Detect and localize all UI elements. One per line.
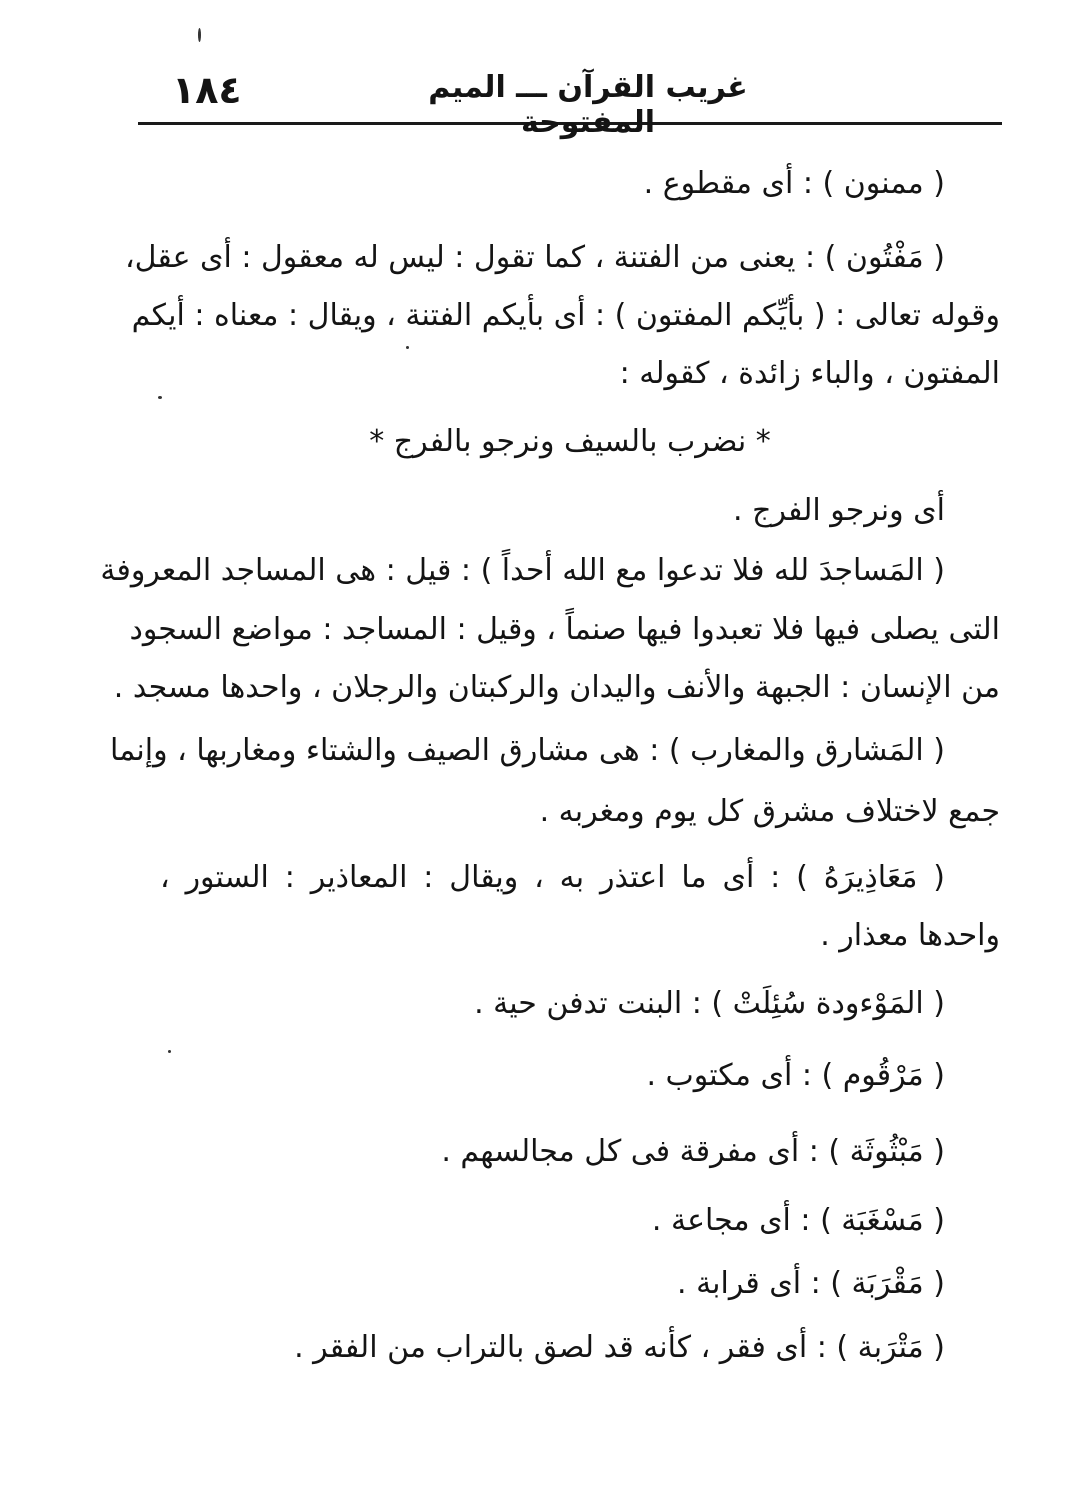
verse-line: * نضرب بالسيف ونرجو بالفرج * xyxy=(369,424,771,459)
text-line: ( مَقْرَبَة ) : أى قرابة . xyxy=(677,1266,945,1301)
text-line: المفتون ، والباء زائدة ، كقوله : xyxy=(619,356,1000,391)
text-line: ( مَتْرَبة ) : أى فقر ، كأنه قد لصق بالتراب من الفقر . xyxy=(294,1330,945,1365)
scan-speck xyxy=(198,28,201,42)
scan-speck xyxy=(406,346,409,349)
text-line: ( ممنون ) : أى مقطوع . xyxy=(643,166,945,201)
text-line: ( المَساجدَ لله فلا تدعوا مع الله أحداً ) : قيل : هى المساجد المعروفة xyxy=(100,553,945,588)
running-title: غريب القرآن ـــ الميم المفتوحة xyxy=(428,70,748,140)
text-line: التى يصلى فيها فلا تعبدوا فيها صنماً ، وقيل : المساجد : مواضع السجود xyxy=(129,612,1000,647)
text-line: ( المَشارق والمغارب ) : هى مشارق الصيف والشتاء ومغاربها ، وإنما xyxy=(109,733,945,768)
text-line: وقوله تعالى : ( بأيِّكم المفتون ) : أى بأيكم الفتنة ، ويقال : معناه : أيكم xyxy=(131,298,1000,333)
scan-speck xyxy=(158,396,162,399)
text-line: ( مَرْقُوم ) : أى مكتوب . xyxy=(646,1058,945,1093)
text-line: واحدها معذار . xyxy=(820,918,1000,953)
text-line: من الإنسان : الجبهة والأنف واليدان والركبتان والرجلان ، واحدها مسجد . xyxy=(113,670,1000,705)
text-line: أى ونرجو الفرج . xyxy=(733,493,945,528)
scan-speck xyxy=(168,1050,171,1053)
text-line: ( المَوْءودة سُئِلَتْ ) : البنت تدفن حية . xyxy=(474,986,945,1021)
page-header xyxy=(138,58,1002,140)
page-number: ١٨٤ xyxy=(172,68,242,112)
text-line: ( مَفْتُون ) : يعنى من الفتنة ، كما تقول : ليس له معقول : أى عقل، xyxy=(124,240,945,275)
text-line: ( مَبْثُوثَة ) : أى مفرقة فى كل مجالسهم . xyxy=(441,1134,945,1169)
text-line: ( مَسْغَبَة ) : أى مجاعة . xyxy=(651,1203,945,1238)
text-line: ( مَعَاذِيرَهُ ) : أى ما اعتذر به ، ويقال : المعاذير : الستور ، xyxy=(160,860,945,895)
text-line: جمع لاختلاف مشرق كل يوم ومغربه . xyxy=(539,794,1000,829)
